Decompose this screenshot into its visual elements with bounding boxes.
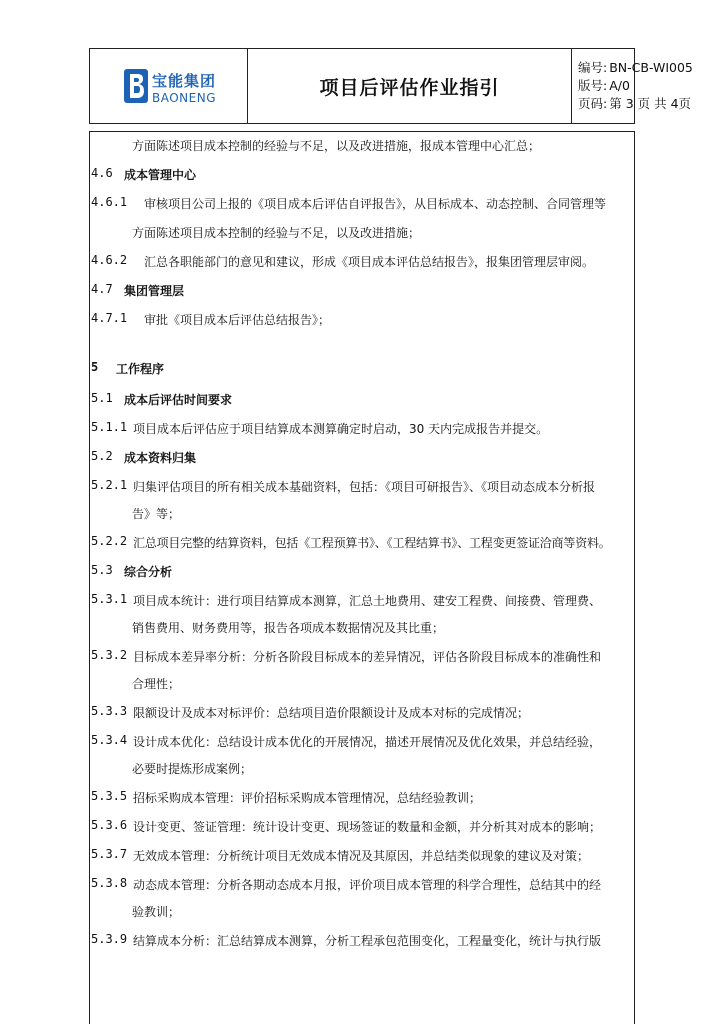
baoneng-logo-icon	[124, 69, 148, 103]
line-number: 5.2.2	[91, 534, 128, 548]
line-text: 审批《项目成本后评估总结报告》；	[144, 313, 331, 327]
line-number: 4.6.2	[91, 253, 128, 267]
doc-version	[578, 77, 634, 95]
line-text: 归集评估项目的所有相关成本基础资料，包括：《项目可研报告》、《项目动态成本分析报	[133, 480, 596, 494]
line-text: 汇总各职能部门的意见和建议，形成《项目成本评估总结报告》，报集团管理层审阅。	[144, 255, 595, 269]
doc-page-label: 页码:	[578, 96, 608, 111]
company-name-en: BAONENG	[152, 91, 217, 105]
section-number: 4.6	[91, 166, 113, 180]
section-number: 5.2	[91, 449, 113, 463]
line-number: 5.2.1	[91, 478, 128, 492]
section-number: 4.7	[91, 282, 113, 296]
section-heading: 综合分析	[124, 565, 173, 579]
line-text: 招标采购成本管理：评价招标采购成本管理情况，总结经验教训；	[133, 791, 482, 805]
doc-version-label: 版号:	[578, 78, 608, 93]
doc-page	[578, 95, 692, 113]
line-number: 5.1.1	[91, 420, 128, 434]
document-title: 项目后评估作业指引	[319, 76, 500, 99]
line-text: 验教训；	[132, 905, 181, 919]
line-text: 方面陈述项目成本控制的经验与不足，以及改进措施；	[132, 226, 421, 240]
line-text: 无效成本管理：分析统计项目无效成本情况及其原因，并总结类似现象的建议及对策；	[133, 849, 590, 863]
line-text: 方面陈述项目成本控制的经验与不足，以及改进措施，报成本管理中心汇总；	[132, 139, 541, 153]
line-number: 5.3.1	[91, 592, 128, 606]
meta-cell	[572, 49, 693, 123]
company-name-cn: 宝能集团	[152, 72, 217, 90]
line-text: 告》等；	[132, 507, 181, 521]
line-number: 5.3.3	[91, 704, 128, 718]
doc-page-value: 第 3 页 共 4页	[609, 96, 692, 111]
section-heading: 成本管理中心	[124, 168, 197, 182]
title-cell	[248, 49, 572, 123]
doc-code	[578, 59, 693, 77]
section-heading: 集团管理层	[124, 284, 185, 298]
line-text: 汇总项目完整的结算资料，包括《工程预算书》、《工程结算书》、工程变更签证洽商等资料。	[133, 536, 611, 550]
line-number: 5.3.8	[91, 876, 128, 890]
line-text: 合理性；	[132, 677, 181, 691]
doc-code-value: BN-CB-WI005	[609, 60, 693, 75]
line-text: 设计变更、签证管理：统计设计变更、现场签证的数量和金额，并分析其对成本的影响；	[133, 820, 602, 834]
line-text: 项目成本统计：进行项目结算成本测算，汇总土地费用、建安工程费、间接费、管理费、	[133, 594, 602, 608]
line-number: 4.7.1	[91, 311, 128, 325]
line-text: 项目成本后评估应于项目结算成本测算确定时启动，30 天内完成报告并提交。	[133, 422, 549, 436]
document-header	[89, 48, 693, 124]
line-text: 结算成本分析：汇总结算成本测算，分析工程承包范围变化，工程量变化，统计与执行版	[133, 934, 602, 948]
logo-cell	[90, 49, 248, 123]
line-number: 5.3.6	[91, 818, 128, 832]
line-text: 必要时提炼形成案例；	[132, 762, 253, 776]
chapter-number: 5	[91, 360, 99, 374]
line-number: 5.3.7	[91, 847, 128, 861]
doc-version-value: A/0	[609, 78, 630, 93]
line-number: 4.6.1	[91, 195, 128, 209]
chapter-heading: 工作程序	[116, 362, 165, 376]
line-text: 审核项目公司上报的《项目成本后评估自评报告》，从目标成本、动态控制、合同管理等	[144, 197, 607, 211]
line-number: 5.3.5	[91, 789, 128, 803]
line-text: 限额设计及成本对标评价：总结项目造价限额设计及成本对标的完成情况；	[133, 706, 530, 720]
line-text: 销售费用、财务费用等，报告各项成本数据情况及其比重；	[132, 621, 445, 635]
line-number: 5.3.4	[91, 733, 128, 747]
section-number: 5.1	[91, 391, 113, 405]
line-number: 5.3.9	[91, 932, 128, 946]
line-number: 5.3.2	[91, 648, 128, 662]
section-heading: 成本资料归集	[124, 451, 197, 465]
section-number: 5.3	[91, 563, 113, 577]
line-text: 设计成本优化：总结设计成本优化的开展情况，描述开展情况及优化效果，并总结经验，	[133, 735, 602, 749]
doc-code-label: 编号:	[578, 60, 608, 75]
section-heading: 成本后评估时间要求	[124, 393, 233, 407]
line-text: 动态成本管理：分析各期动态成本月报，评价项目成本管理的科学合理性，总结其中的经	[133, 878, 602, 892]
line-text: 目标成本差异率分析：分析各阶段目标成本的差异情况，评估各阶段目标成本的准确性和	[133, 650, 602, 664]
